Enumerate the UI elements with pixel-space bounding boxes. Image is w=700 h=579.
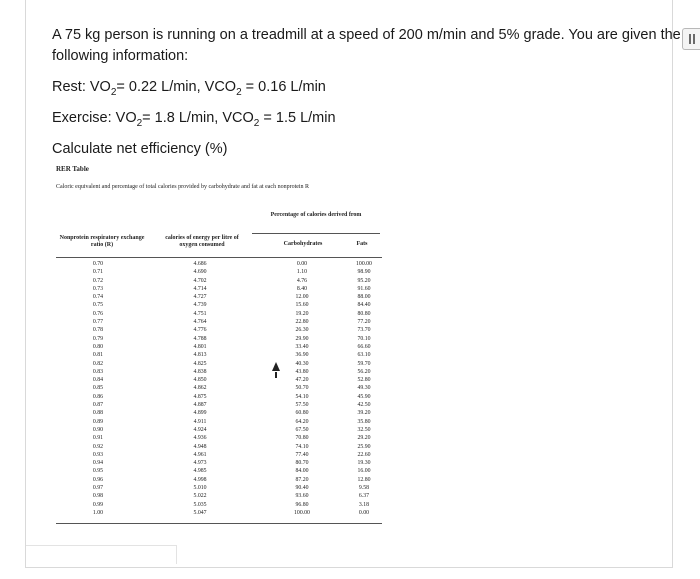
fat-cell: 52.80 [357, 377, 371, 384]
rer-cell: 1.00 [92, 509, 104, 516]
carb-cell: 87.20 [295, 476, 309, 483]
rest-label: Rest: VO [52, 79, 111, 95]
carb-cell: 29.90 [295, 335, 309, 342]
exercise-label: Exercise: VO [52, 110, 137, 126]
rer-cell: 0.76 [92, 310, 104, 317]
rer-cell: 0.74 [92, 294, 104, 301]
fat-cell: 49.30 [357, 385, 371, 392]
rer-cell: 0.87 [92, 402, 104, 409]
rer-cell: 0.89 [92, 418, 104, 425]
exercise-vco2-subscript: 2 [253, 117, 260, 129]
rer-cell: 0.71 [92, 269, 104, 276]
kcal-cell: 4.690 [193, 269, 207, 276]
fat-cell: 19.30 [357, 460, 371, 467]
kcal-cell: 4.899 [193, 410, 207, 417]
fat-cell: 22.60 [357, 451, 371, 458]
question-card [25, 0, 681, 568]
handle-grip-line [693, 34, 695, 44]
kcal-cell: 4.887 [193, 402, 207, 409]
rer-cell: 0.88 [92, 410, 104, 417]
fat-cell: 32.50 [357, 426, 371, 433]
rer-cell: 0.72 [92, 277, 104, 284]
fat-cell: 73.70 [357, 327, 371, 334]
rer-cell: 0.85 [92, 385, 104, 392]
rer-table-title: RER Table [56, 165, 89, 173]
rer-table-image [56, 165, 386, 530]
kcal-cell: 4.776 [193, 327, 207, 334]
fat-cell: 29.20 [357, 435, 371, 442]
fat-cell: 100.00 [356, 261, 372, 267]
kcal-cell: 4.936 [193, 435, 207, 442]
carb-cell: 36.90 [295, 352, 309, 359]
rer-cell: 0.86 [92, 393, 104, 400]
kcal-cell: 5.022 [193, 493, 207, 500]
rest-vo2-subscript: 2 [110, 86, 117, 98]
carb-cell: 15.60 [295, 302, 309, 309]
carb-cell: 93.60 [295, 493, 309, 500]
exercise-values [52, 108, 336, 134]
carb-cell: 47.20 [295, 377, 309, 384]
mouse-cursor-icon [272, 362, 280, 371]
carb-cell: 50.70 [295, 385, 309, 392]
table-footer-rule [56, 523, 382, 524]
fat-cell: 84.40 [357, 302, 371, 309]
carb-cell: 80.70 [295, 460, 309, 467]
carb-cell: 1.10 [296, 269, 308, 276]
carb-cell: 100.00 [294, 509, 310, 516]
rest-values [52, 77, 326, 103]
kcal-cell: 4.862 [193, 385, 207, 392]
carb-cell: 40.30 [295, 360, 309, 367]
fat-cell: 59.70 [357, 360, 371, 367]
kcal-cell: 4.739 [193, 302, 207, 309]
rer-cell: 0.96 [92, 476, 104, 483]
rer-column [78, 260, 118, 517]
kcal-cell: 4.813 [193, 352, 207, 359]
carb-cell: 12.00 [295, 294, 309, 301]
rer-cell: 0.73 [92, 285, 104, 292]
kcal-cell: 5.035 [193, 501, 207, 508]
fat-cell: 16.00 [357, 468, 371, 475]
rer-cell: 0.99 [92, 501, 104, 508]
carb-cell: 54.10 [295, 393, 309, 400]
fat-cell: 45.90 [357, 393, 371, 400]
fat-cell: 0.00 [358, 509, 370, 516]
rer-cell: 0.92 [92, 443, 104, 450]
kcal-cell: 4.788 [193, 335, 207, 342]
table-header-rule [56, 257, 382, 258]
fat-cell: 70.10 [357, 335, 371, 342]
kcal-cell: 4.714 [193, 285, 207, 292]
rer-cell: 0.98 [92, 493, 104, 500]
carbohydrates-column [282, 260, 322, 517]
rer-cell: 0.97 [92, 485, 104, 492]
kcal-cell: 4.948 [193, 443, 207, 450]
fat-cell: 3.18 [358, 501, 370, 508]
fat-cell: 80.80 [357, 310, 371, 317]
kcal-cell: 4.686 [193, 261, 207, 267]
carb-cell: 26.30 [295, 327, 309, 334]
kcal-cell: 4.727 [193, 294, 207, 301]
rer-cell: 0.81 [92, 352, 104, 359]
kcal-cell: 4.911 [193, 418, 207, 425]
rer-table-caption: Caloric equivalent and percentage of total calories provided by carbohydrate and fat at each nonprotein R [56, 184, 310, 190]
fat-cell: 95.20 [357, 277, 371, 284]
carb-cell: 96.80 [295, 501, 309, 508]
rer-cell: 0.84 [92, 377, 104, 384]
handle-grip-line [689, 34, 691, 44]
header-carbohydrates: Carbohydrates [283, 241, 323, 247]
fat-cell: 6.37 [358, 493, 370, 500]
fat-cell: 77.20 [357, 319, 371, 326]
carb-cell: 43.80 [295, 368, 309, 375]
header-kcal: calories of energy per litre of oxygen consumed [165, 235, 239, 248]
carb-cell: 90.40 [295, 485, 309, 492]
answer-box[interactable] [26, 545, 177, 564]
kcal-cell: 4.850 [193, 377, 207, 384]
fat-cell: 98.90 [357, 269, 371, 276]
fat-cell: 12.80 [357, 476, 371, 483]
fat-cell: 63.10 [357, 352, 371, 359]
exercise-end: = 1.5 L/min [259, 110, 336, 126]
rer-cell: 0.91 [92, 435, 104, 442]
carb-cell: 19.20 [295, 310, 309, 317]
fat-cell: 56.20 [357, 368, 371, 375]
header-fats: Fats [356, 241, 368, 247]
rest-end: = 0.16 L/min [241, 79, 326, 95]
rer-cell: 0.78 [92, 327, 104, 334]
question-prompt: Calculate net efficiency (%) [52, 141, 228, 157]
carb-cell: 22.80 [295, 319, 309, 326]
carb-cell: 74.10 [295, 443, 309, 450]
header-rer: Nonprotein respiratory exchange ratio (R) [59, 235, 145, 248]
rer-cell: 0.93 [92, 451, 104, 458]
rer-cell: 0.82 [92, 360, 104, 367]
rer-cell: 0.79 [92, 335, 104, 342]
kcal-cell: 4.751 [193, 310, 207, 317]
rer-cell: 0.90 [92, 426, 104, 433]
carb-cell: 8.40 [296, 285, 308, 292]
question-intro-line2: following information: [52, 48, 189, 64]
fat-cell: 66.60 [357, 343, 371, 350]
rer-cell: 0.80 [92, 343, 104, 350]
kcal-column [180, 260, 220, 517]
carb-cell: 33.40 [295, 343, 309, 350]
carb-cell: 4.76 [296, 277, 308, 284]
kcal-cell: 4.702 [193, 277, 207, 284]
fat-cell: 25.90 [357, 443, 371, 450]
fat-cell: 39.20 [357, 410, 371, 417]
rest-vco2-subscript: 2 [236, 86, 242, 98]
kcal-cell: 4.764 [193, 319, 207, 326]
percentage-group-header: Percentage of calories derived from [252, 211, 380, 234]
rer-cell: 0.77 [92, 319, 104, 326]
fat-cell: 9.58 [358, 485, 370, 492]
carb-cell: 84.00 [295, 468, 309, 475]
carb-cell: 67.50 [295, 426, 309, 433]
question-intro-line1: A 75 kg person is running on a treadmill at a speed of 200 m/min and 5% grade. You are given the [52, 27, 681, 43]
kcal-cell: 5.047 [193, 509, 207, 516]
rer-cell: 0.95 [92, 468, 104, 475]
carb-cell: 70.80 [295, 435, 309, 442]
rer-cell: 0.83 [92, 368, 104, 375]
rer-cell: 0.70 [92, 261, 104, 267]
carb-cell: 57.50 [295, 402, 309, 409]
carb-cell: 77.40 [295, 451, 309, 458]
kcal-cell: 4.801 [193, 343, 207, 350]
carb-cell: 0.00 [296, 261, 308, 267]
kcal-cell: 4.998 [193, 476, 207, 483]
carb-cell: 60.80 [295, 410, 309, 417]
side-panel-handle-icon[interactable] [682, 28, 700, 50]
kcal-cell: 4.875 [193, 393, 207, 400]
fat-cell: 88.00 [357, 294, 371, 301]
fat-cell: 35.80 [357, 418, 371, 425]
kcal-cell: 4.961 [193, 451, 207, 458]
rer-cell: 0.75 [92, 302, 104, 309]
kcal-cell: 4.825 [193, 360, 207, 367]
kcal-cell: 4.838 [193, 368, 207, 375]
kcal-cell: 5.010 [193, 485, 207, 492]
carb-cell: 64.20 [295, 418, 309, 425]
exercise-mid: = 1.8 L/min, VCO [142, 110, 254, 126]
rer-cell: 0.94 [92, 460, 104, 467]
exercise-vo2-subscript: 2 [136, 117, 143, 129]
kcal-cell: 4.973 [193, 460, 207, 467]
kcal-cell: 4.924 [193, 426, 207, 433]
fats-column [346, 260, 382, 517]
kcal-cell: 4.985 [193, 468, 207, 475]
rest-mid: = 0.22 L/min, VCO [116, 79, 237, 95]
fat-cell: 42.50 [357, 402, 371, 409]
fat-cell: 91.60 [357, 285, 371, 292]
